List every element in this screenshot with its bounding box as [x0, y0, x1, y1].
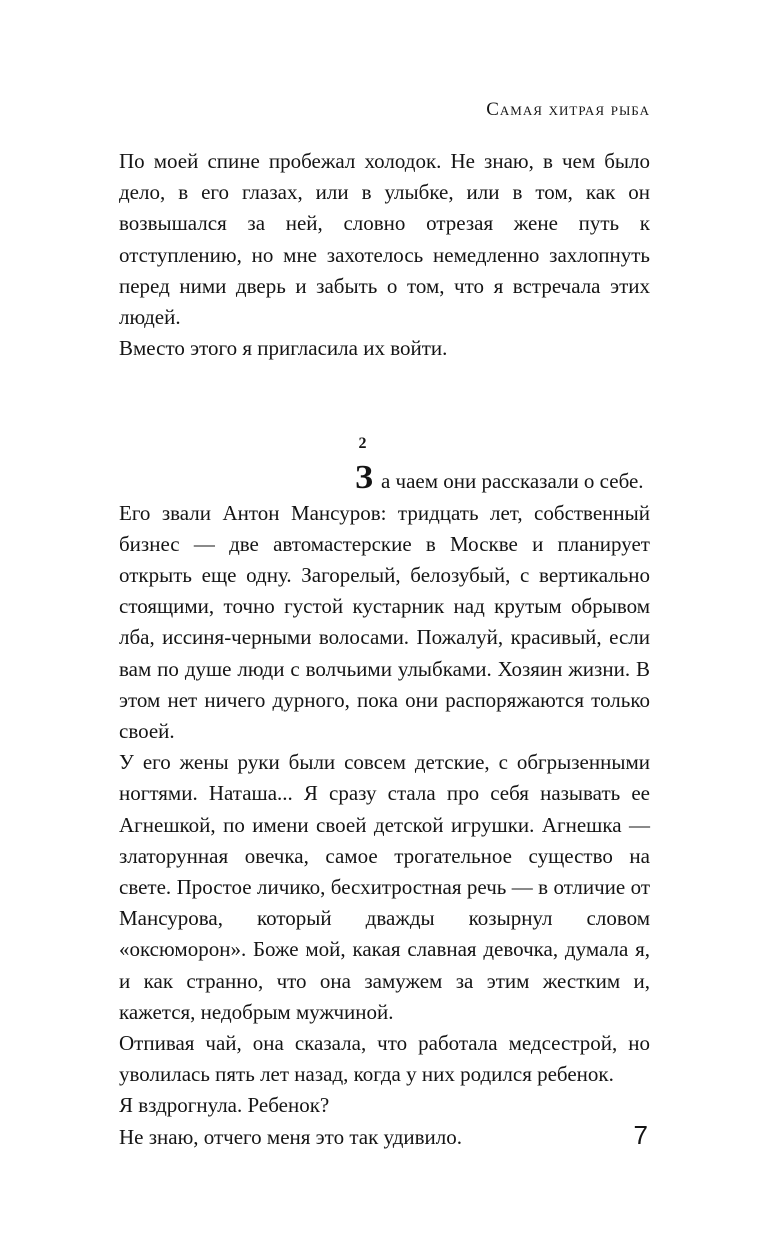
paragraph: Я вздрогнула. Ребенок? — [119, 1093, 330, 1118]
paragraph: По моей спине пробежал холодок. Не знаю, в чем было дело, в его глазах, или в улыбке, или в том, как он возвышался за ней, словно отрезая жене путь к отступлению, но мне захотелось немедленно захлопнуть перед ними дверь и забыть о том, что я встречала этих людей. — [119, 149, 650, 330]
paragraph: Отпивая чай, она сказала, что работала медсестрой, но уволилась пять лет назад, когда у них родился ребенок. — [119, 1031, 650, 1087]
paragraph: Не знаю, отчего меня это так удивило. — [119, 1124, 463, 1149]
paragraph: Вместо этого я пригласила их войти. — [119, 336, 448, 361]
book-page — [119, 96, 650, 1153]
paragraph: У его жены руки были совсем детские, с обгрызенными ногтями. Наташа... Я сразу стала про себя называть ее Агнешкой, по имени своей детской игрушки. Агнешка — златорунная овечка, самое трогательное существо на свете. Простое личико, бесхитростная речь — в отличие от Мансурова, который дважды козырнул словом «оксюморон». Боже мой, какая славная девочка, думала я, и как странно, что она замужем за этим жестким и, кажется, недобрым мужчиной. — [119, 750, 650, 1024]
drop-cap: З — [355, 459, 373, 497]
section-number: 2 — [358, 435, 367, 453]
opening-paragraph — [119, 459, 650, 497]
page-number: 7 — [633, 1120, 648, 1150]
paragraph: Его звали Антон Мансуров: тридцать лет, собственный бизнес — две автомастерские в Москве и планирует открыть еще одну. Загорелый, белозубый, с вертикально стоящими, точно густой кустарник над крутым обрывом лба, иссиня-черными волосами. Пожалуй, красивый, если вам по душе люди с волчьими улыбками. Хозяин жизни. В этом нет ничего дурного, пока они распоряжаются только своей. — [119, 500, 650, 744]
running-head: Самая хитрая рыба — [486, 99, 650, 120]
opening-text: а чаем они рассказали о себе. — [380, 469, 644, 494]
